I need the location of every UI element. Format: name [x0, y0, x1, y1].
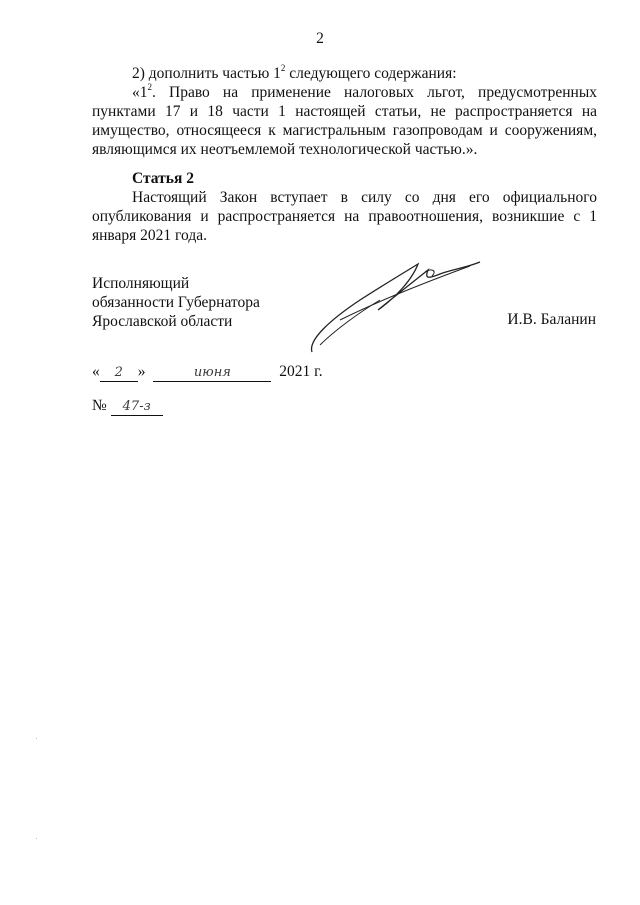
law-number-value: 47-з [111, 399, 163, 416]
signer-name: И.В. Баланин [507, 311, 596, 328]
signer-title [92, 274, 260, 331]
signing-date [92, 363, 323, 382]
date-day: 2 [100, 365, 138, 382]
amendment-text-open: «1 [132, 84, 148, 101]
amendment-intro-text: 2) дополнить частью 1 [132, 65, 281, 82]
handwritten-signature [300, 250, 500, 360]
amendment-intro-sup: 2 [280, 63, 286, 73]
article-2-text: Настоящий Закон вступает в силу со дня его официального опубликования и распространяется на правоотношения, возникшие с 1 января 2021 года. [92, 189, 597, 244]
date-year: 2021 г. [279, 363, 323, 380]
date-open-quote: « [92, 363, 100, 380]
article-2-heading: Статья 2 [132, 170, 194, 187]
law-number-label: № [92, 397, 107, 414]
page-number: 2 [316, 30, 324, 47]
amendment-text [92, 83, 597, 159]
signer-title-line-3: Ярославской области [92, 313, 233, 330]
date-close-quote: » [137, 363, 146, 380]
date-month: июня [153, 365, 271, 382]
law-number [92, 397, 163, 416]
signer-title-line-2: обязанности Губернатора [92, 294, 260, 311]
amendment-text-sup: 2 [147, 82, 152, 92]
amendment-text-body: . Право на применение налоговых льгот, предусмотренных пунктами 17 и 18 части 1 настоящей статьи, не распространяется на имущество, относящееся к магистральным газопроводам и сооружениям, являющимся их неотъемлемой технологической частью.». [92, 84, 597, 158]
scan-speck [36, 738, 37, 739]
signer-title-line-1: Исполняющий [92, 275, 190, 292]
amendment-intro [92, 64, 597, 83]
amendment-intro-tail: следующего содержания: [285, 65, 457, 82]
scan-speck [36, 838, 37, 839]
